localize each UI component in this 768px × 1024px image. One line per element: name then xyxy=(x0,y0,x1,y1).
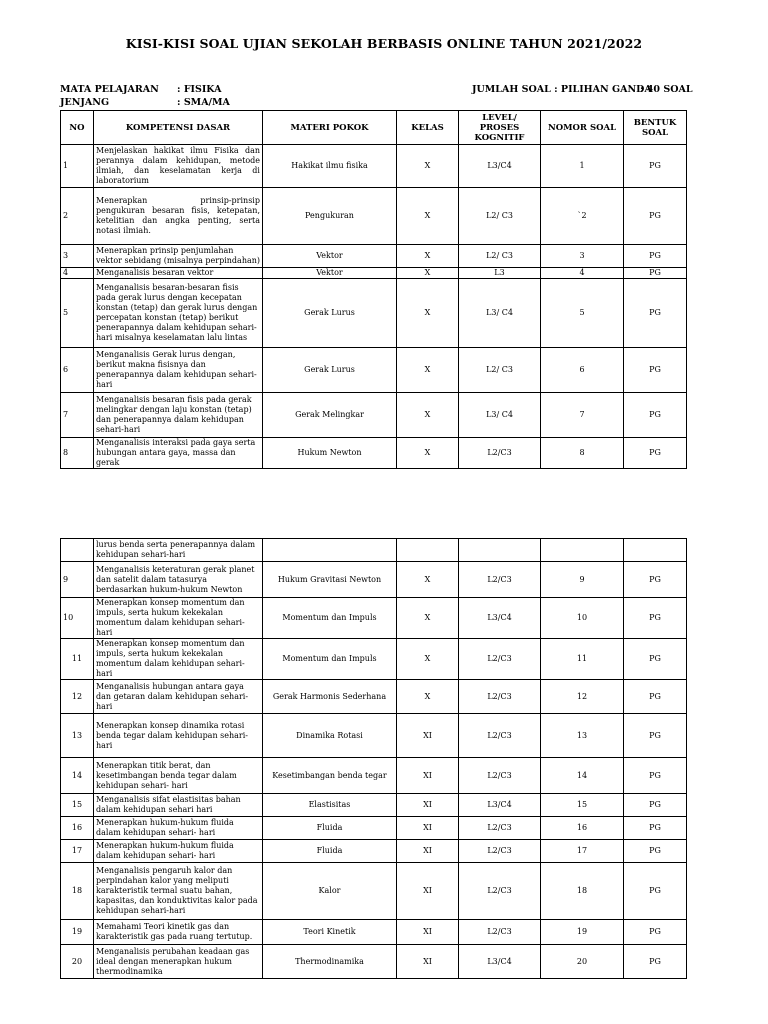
cell-materi-pokok: Gerak Melingkar xyxy=(263,393,397,438)
cell-kompetensi-dasar: Menganalisis pengaruh kalor dan perpindahan kalor yang meliputi karakteristik termal suatu bahan, kapasitas, dan konduktivitas kalor pada kehidupan sehari-hari xyxy=(94,863,263,920)
cell-materi-pokok: Momentum dan Impuls xyxy=(263,598,397,639)
cell-bentuk-soal: PG xyxy=(624,945,687,979)
cell-kelas: X xyxy=(397,680,459,714)
cell-bentuk-soal: PG xyxy=(624,794,687,817)
cell-nomor-soal: 16 xyxy=(541,817,624,840)
cell-materi-pokok: Hukum Newton xyxy=(263,438,397,469)
table-row xyxy=(61,562,687,598)
cell-no xyxy=(61,539,94,562)
cell-kelas: X xyxy=(397,245,459,268)
cell-no: 20 xyxy=(61,945,94,979)
cell-bentuk-soal xyxy=(624,539,687,562)
table-row xyxy=(61,840,687,863)
cell-kompetensi-dasar: Menjelaskan hakikat ilmu Fisika dan perannya dalam kehidupan, metode ilmiah, dan keselamatan kerja di laboratorium xyxy=(94,145,263,188)
kisi-table-page-1 xyxy=(60,110,687,469)
cell-kompetensi-dasar: Menganalisis keteraturan gerak planet dan satelit dalam tatasurya berdasarkan hukum-hukum Newton xyxy=(94,562,263,598)
cell-nomor-soal: 14 xyxy=(541,758,624,794)
cell-bentuk-soal: PG xyxy=(624,714,687,758)
cell-level: L2/C3 xyxy=(459,680,541,714)
cell-level: L2/ C3 xyxy=(459,188,541,245)
cell-nomor-soal: 10 xyxy=(541,598,624,639)
cell-bentuk-soal: PG xyxy=(624,438,687,469)
table-row xyxy=(61,863,687,920)
table-row-continuation xyxy=(61,539,687,562)
cell-kompetensi-dasar: Memahami Teori kinetik gas dan karakteristik gas pada ruang tertutup. xyxy=(94,920,263,945)
mapel-value: : FISIKA xyxy=(177,84,222,95)
jumlah-soal-label: JUMLAH SOAL : PILIHAN GANDA xyxy=(472,84,652,95)
cell-level: L2/C3 xyxy=(459,758,541,794)
cell-no: 10 xyxy=(61,598,94,639)
cell-nomor-soal: 9 xyxy=(541,562,624,598)
cell-nomor-soal: 4 xyxy=(541,268,624,279)
cell-no: 6 xyxy=(61,348,94,393)
cell-no: 19 xyxy=(61,920,94,945)
cell-kelas: X xyxy=(397,393,459,438)
cell-no: 15 xyxy=(61,794,94,817)
cell-materi-pokok: Fluida xyxy=(263,817,397,840)
document-title: KISI-KISI SOAL UJIAN SEKOLAH BERBASIS ONLINE TAHUN 2021/2022 xyxy=(125,36,643,51)
cell-materi-pokok: Vektor xyxy=(263,268,397,279)
cell-bentuk-soal: PG xyxy=(624,393,687,438)
cell-kelas: XI xyxy=(397,714,459,758)
header-kompetensi-dasar: KOMPETENSI DASAR xyxy=(94,111,263,145)
cell-level: L2/C3 xyxy=(459,639,541,680)
cell-materi-pokok xyxy=(263,539,397,562)
cell-no: 18 xyxy=(61,863,94,920)
cell-nomor-soal: 13 xyxy=(541,714,624,758)
cell-kelas: XI xyxy=(397,863,459,920)
kisi-table-page-2 xyxy=(60,538,687,979)
cell-kompetensi-dasar: Menganalisis Gerak lurus dengan, berikut makna fisisnya dan penerapannya dalam kehidupan sehari-hari xyxy=(94,348,263,393)
cell-nomor-soal: 17 xyxy=(541,840,624,863)
cell-materi-pokok: Kalor xyxy=(263,863,397,920)
cell-kompetensi-dasar: Menganalisis interaksi pada gaya serta hubungan antara gaya, massa dan gerak xyxy=(94,438,263,469)
cell-no: 8 xyxy=(61,438,94,469)
table-row xyxy=(61,680,687,714)
table-row xyxy=(61,188,687,245)
cell-materi-pokok: Vektor xyxy=(263,245,397,268)
cell-bentuk-soal: PG xyxy=(624,920,687,945)
cell-no: 4 xyxy=(61,268,94,279)
cell-bentuk-soal: PG xyxy=(624,245,687,268)
cell-no: 16 xyxy=(61,817,94,840)
table-row xyxy=(61,758,687,794)
cell-materi-pokok: Fluida xyxy=(263,840,397,863)
cell-kompetensi-dasar: Menerapkan hukum-hukum fluida dalam kehidupan sehari- hari xyxy=(94,817,263,840)
cell-kelas: XI xyxy=(397,817,459,840)
cell-nomor-soal: 11 xyxy=(541,639,624,680)
cell-bentuk-soal: PG xyxy=(624,268,687,279)
cell-kelas: XI xyxy=(397,840,459,863)
cell-nomor-soal: 12 xyxy=(541,680,624,714)
header-materi-pokok: MATERI POKOK xyxy=(263,111,397,145)
cell-kelas: XI xyxy=(397,794,459,817)
cell-level: L2/C3 xyxy=(459,920,541,945)
header-level-proses-kognitif: LEVEL/ PROSES KOGNITIF xyxy=(459,111,541,145)
cell-bentuk-soal: PG xyxy=(624,145,687,188)
cell-bentuk-soal: PG xyxy=(624,863,687,920)
cell-materi-pokok: Thermodinamika xyxy=(263,945,397,979)
table-row xyxy=(61,817,687,840)
table-row xyxy=(61,714,687,758)
cell-nomor-soal: 1 xyxy=(541,145,624,188)
cell-materi-pokok: Elastisitas xyxy=(263,794,397,817)
cell-bentuk-soal: PG xyxy=(624,279,687,348)
cell-kelas: X xyxy=(397,348,459,393)
cell-kompetensi-dasar: Menganalisis besaran vektor xyxy=(94,268,263,279)
cell-bentuk-soal: PG xyxy=(624,598,687,639)
cell-kelas: X xyxy=(397,268,459,279)
cell-no: 14 xyxy=(61,758,94,794)
cell-no: 5 xyxy=(61,279,94,348)
table-row xyxy=(61,794,687,817)
cell-kelas: X xyxy=(397,598,459,639)
cell-level xyxy=(459,539,541,562)
cell-level: L2/ C3 xyxy=(459,348,541,393)
cell-kelas: X xyxy=(397,145,459,188)
cell-level: L3 xyxy=(459,268,541,279)
cell-bentuk-soal: PG xyxy=(624,817,687,840)
cell-bentuk-soal: PG xyxy=(624,348,687,393)
jenjang-value: : SMA/MA xyxy=(177,97,230,108)
cell-level: L2/ C3 xyxy=(459,245,541,268)
cell-level: L2/C3 xyxy=(459,817,541,840)
cell-kompetensi-dasar: Menerapkan konsep momentum dan impuls, serta hukum kekekalan momentum dalam kehidupan sehari-hari xyxy=(94,598,263,639)
cell-level: L2/C3 xyxy=(459,562,541,598)
cell-kompetensi-dasar: Menganalisis perubahan keadaan gas ideal dengan menerapkan hukum thermodinamika xyxy=(94,945,263,979)
table-row xyxy=(61,279,687,348)
cell-kelas xyxy=(397,539,459,562)
cell-nomor-soal xyxy=(541,539,624,562)
cell-nomor-soal: 20 xyxy=(541,945,624,979)
cell-kompetensi-dasar: lurus benda serta penerapannya dalam kehidupan sehari-hari xyxy=(94,539,263,562)
cell-bentuk-soal: PG xyxy=(624,562,687,598)
cell-bentuk-soal: PG xyxy=(624,840,687,863)
cell-nomor-soal: 18 xyxy=(541,863,624,920)
cell-nomor-soal: 7 xyxy=(541,393,624,438)
cell-materi-pokok: Gerak Lurus xyxy=(263,279,397,348)
cell-no: 13 xyxy=(61,714,94,758)
cell-kompetensi-dasar: Menerapkan titik berat, dan kesetimbangan benda tegar dalam kehidupan sehari- hari xyxy=(94,758,263,794)
cell-kelas: XI xyxy=(397,920,459,945)
table-row xyxy=(61,920,687,945)
cell-nomor-soal: 5 xyxy=(541,279,624,348)
cell-no: 17 xyxy=(61,840,94,863)
table-row xyxy=(61,393,687,438)
cell-nomor-soal: 6 xyxy=(541,348,624,393)
table-header-row xyxy=(61,111,687,145)
cell-bentuk-soal: PG xyxy=(624,188,687,245)
cell-kelas: XI xyxy=(397,758,459,794)
cell-level: L2/C3 xyxy=(459,840,541,863)
table-row xyxy=(61,598,687,639)
cell-kompetensi-dasar: Menganalisis besaran-besaran fisis pada gerak lurus dengan kecepatan konstan (tetap) dan gerak lurus dengan percepatan konstan (tetap) berikut penerapannya dalam kehidupan sehari-hari misalnya keselamatan lalu lintas xyxy=(94,279,263,348)
cell-nomor-soal: 15 xyxy=(541,794,624,817)
cell-materi-pokok: Teori Kinetik xyxy=(263,920,397,945)
cell-level: L3/C4 xyxy=(459,145,541,188)
cell-level: L3/C4 xyxy=(459,794,541,817)
table-row xyxy=(61,145,687,188)
cell-no: 11 xyxy=(61,639,94,680)
cell-level: L3/ C4 xyxy=(459,393,541,438)
cell-materi-pokok: Gerak Lurus xyxy=(263,348,397,393)
cell-no: 2 xyxy=(61,188,94,245)
cell-kompetensi-dasar: Menerapkan konsep dinamika rotasi benda tegar dalam kehidupan sehari-hari xyxy=(94,714,263,758)
cell-kelas: X xyxy=(397,562,459,598)
cell-no: 7 xyxy=(61,393,94,438)
cell-kompetensi-dasar: Menerapkan konsep momentum dan impuls, serta hukum kekekalan momentum dalam kehidupan sehari-hari xyxy=(94,639,263,680)
cell-level: L2/C3 xyxy=(459,438,541,469)
table-row xyxy=(61,268,687,279)
cell-no: 1 xyxy=(61,145,94,188)
cell-kompetensi-dasar: Menganalisis sifat elastisitas bahan dalam kehidupan sehari hari xyxy=(94,794,263,817)
table-row xyxy=(61,945,687,979)
cell-kelas: X xyxy=(397,438,459,469)
header-bentuk-soal: BENTUK SOAL xyxy=(624,111,687,145)
header-kelas: KELAS xyxy=(397,111,459,145)
cell-level: L3/ C4 xyxy=(459,279,541,348)
cell-no: 9 xyxy=(61,562,94,598)
cell-materi-pokok: Hukum Gravitasi Newton xyxy=(263,562,397,598)
cell-kompetensi-dasar: Menerapkan hukum-hukum fluida dalam kehidupan sehari- hari xyxy=(94,840,263,863)
cell-kompetensi-dasar: Menganalisis besaran fisis pada gerak melingkar dengan laju konstan (tetap) dan penerapannya dalam kehidupan sehari-hari xyxy=(94,393,263,438)
jenjang-label: JENJANG xyxy=(60,97,110,108)
jumlah-soal-value: : 40 SOAL xyxy=(640,84,693,95)
cell-materi-pokok: Gerak Harmonis Sederhana xyxy=(263,680,397,714)
cell-materi-pokok: Hakikat ilmu fisika xyxy=(263,145,397,188)
cell-kompetensi-dasar: Menerapkan prinsip penjumlahan vektor sebidang (misalnya perpindahan) xyxy=(94,245,263,268)
cell-materi-pokok: Pengukuran xyxy=(263,188,397,245)
cell-kelas: X xyxy=(397,639,459,680)
cell-no: 3 xyxy=(61,245,94,268)
table-row xyxy=(61,438,687,469)
cell-bentuk-soal: PG xyxy=(624,680,687,714)
cell-materi-pokok: Dinamika Rotasi xyxy=(263,714,397,758)
cell-bentuk-soal: PG xyxy=(624,639,687,680)
cell-kelas: X xyxy=(397,188,459,245)
cell-no: 12 xyxy=(61,680,94,714)
cell-level: L3/C4 xyxy=(459,945,541,979)
cell-level: L2/C3 xyxy=(459,714,541,758)
header-no: NO xyxy=(61,111,94,145)
cell-bentuk-soal: PG xyxy=(624,758,687,794)
table-row xyxy=(61,245,687,268)
cell-kelas: XI xyxy=(397,945,459,979)
cell-level: L2/C3 xyxy=(459,863,541,920)
cell-level: L3/C4 xyxy=(459,598,541,639)
cell-kelas: X xyxy=(397,279,459,348)
table-row xyxy=(61,639,687,680)
header-nomor-soal: NOMOR SOAL xyxy=(541,111,624,145)
cell-nomor-soal: 3 xyxy=(541,245,624,268)
cell-kompetensi-dasar: Menganalisis hubungan antara gaya dan getaran dalam kehidupan sehari-hari xyxy=(94,680,263,714)
cell-nomor-soal: `2 xyxy=(541,188,624,245)
cell-nomor-soal: 8 xyxy=(541,438,624,469)
table-row xyxy=(61,348,687,393)
cell-kompetensi-dasar: Menerapkan prinsip-prinsip pengukuran besaran fisis, ketepatan, ketelitian dan angka penting, serta notasi ilmiah. xyxy=(94,188,263,245)
cell-nomor-soal: 19 xyxy=(541,920,624,945)
mapel-label: MATA PELAJARAN xyxy=(60,84,159,95)
cell-materi-pokok: Kesetimbangan benda tegar xyxy=(263,758,397,794)
cell-materi-pokok: Momentum dan Impuls xyxy=(263,639,397,680)
